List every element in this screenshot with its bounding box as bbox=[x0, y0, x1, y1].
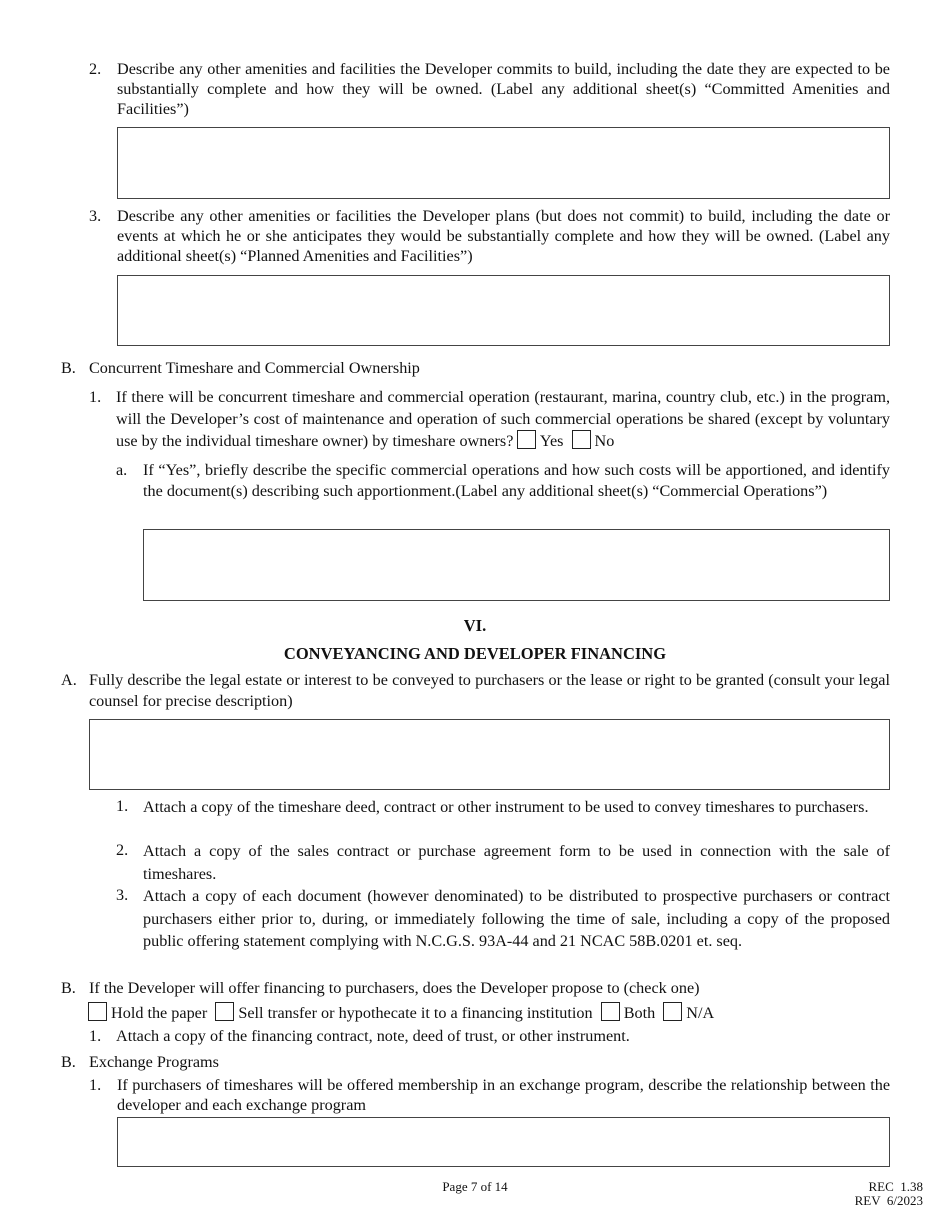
section-vi-numeral: VI. bbox=[463, 616, 487, 635]
legal-estate-field[interactable] bbox=[89, 719, 890, 790]
exchange-item-1-number: 1. bbox=[89, 1076, 102, 1094]
na-label: N/A bbox=[686, 1004, 715, 1022]
section-vi-title: CONVEYANCING AND DEVELOPER FINANCING bbox=[283, 644, 667, 663]
section-a-letter: A. bbox=[61, 671, 77, 689]
concurrent-item-1-question bbox=[116, 387, 890, 453]
attach-item-2-text: Attach a copy of the sales contract or purchase agreement form to be used in connection with the sale of timeshares. bbox=[143, 842, 890, 883]
sell-transfer-label: Sell transfer or hypothecate it to a financing institution bbox=[238, 1004, 593, 1022]
na-checkbox[interactable] bbox=[663, 1002, 682, 1021]
section-b-letter: B. bbox=[61, 359, 76, 377]
attach-item-3-number: 3. bbox=[116, 886, 129, 904]
page-number: Page 7 of 14 bbox=[442, 1179, 508, 1194]
exchange-item-1-text: If purchasers of timeshares will be offered membership in an exchange program, describe the relationship between the developer and each exchange program bbox=[117, 1076, 890, 1114]
no-checkbox[interactable] bbox=[572, 430, 591, 449]
no-label: No bbox=[594, 432, 615, 450]
attach-item-2-number: 2. bbox=[116, 841, 129, 859]
attach-item-1-text: Attach a copy of the timeshare deed, contract or other instrument to be used to convey timeshares to purchasers. bbox=[143, 798, 869, 816]
financing-item-1-text: Attach a copy of the financing contract, note, deed of trust, or other instrument. bbox=[116, 1027, 630, 1045]
section-a-text: Fully describe the legal estate or interest to be conveyed to purchasers or the lease or right to be granted (consult your legal counsel for precise description) bbox=[89, 671, 890, 710]
form-id: REC 1.38 bbox=[868, 1179, 923, 1194]
concurrent-item-1-number: 1. bbox=[89, 388, 102, 406]
sell-transfer-checkbox[interactable] bbox=[215, 1002, 234, 1021]
concurrent-item-1-block bbox=[116, 387, 890, 453]
sub-a-text: If “Yes”, briefly describe the specific commercial operations and how such costs will be apportioned, and identify the document(s) describing such apportionment.(Label any additional sheet(s) “Commercial Operations”) bbox=[143, 461, 890, 500]
financing-letter: B. bbox=[61, 979, 76, 997]
both-checkbox[interactable] bbox=[601, 1002, 620, 1021]
planned-amenities-field[interactable] bbox=[117, 275, 890, 346]
commercial-operations-field[interactable] bbox=[143, 529, 890, 601]
exchange-program-field[interactable] bbox=[117, 1117, 890, 1167]
committed-amenities-field[interactable] bbox=[117, 127, 890, 199]
revision: REV 6/2023 bbox=[854, 1193, 923, 1208]
item-3-number: 3. bbox=[89, 207, 102, 225]
exchange-letter: B. bbox=[61, 1053, 76, 1071]
attach-item-3-text: Attach a copy of each document (however denominated) to be distributed to prospective purchasers or contract purchasers either prior to, during, or immediately following the time of sale, including a copy of the proposed public offering statement complying with N.C.G.S. 93A-44 and 21 NCAC 58B.0201 et. seq. bbox=[143, 887, 890, 950]
financing-options bbox=[88, 1002, 888, 1023]
sub-a-letter: a. bbox=[116, 461, 128, 479]
hold-paper-label: Hold the paper bbox=[111, 1004, 208, 1022]
item-3-text: Describe any other amenities or facilities the Developer plans (but does not commit) to build, including the date or events at which he or she anticipates they would be substantially complete and how they will be owned. (Label any additional sheet(s) “Planned Amenities and Facilities”) bbox=[117, 207, 890, 265]
attach-item-1-number: 1. bbox=[116, 797, 129, 815]
item-2-number: 2. bbox=[89, 60, 102, 78]
financing-text: If the Developer will offer financing to purchasers, does the Developer propose to (check one) bbox=[89, 979, 700, 997]
both-label: Both bbox=[623, 1004, 656, 1022]
item-2-text: Describe any other amenities and facilities the Developer commits to build, including the date they are expected to be substantially complete and how they will be owned. (Label any additional sheet(s) “Committed Amenities and Facilities”) bbox=[117, 60, 890, 118]
yes-label: Yes bbox=[539, 432, 564, 450]
hold-paper-checkbox[interactable] bbox=[88, 1002, 107, 1021]
financing-item-1-number: 1. bbox=[89, 1027, 102, 1045]
exchange-title: Exchange Programs bbox=[89, 1053, 219, 1071]
concurrent-item-1-text: If there will be concurrent timeshare and commercial operation (restaurant, marina, country club, etc.) in the program, will the Developer’s cost of maintenance and operation of such commercial operations be shared (except by voluntary use by the individual timeshare owner) by timeshare owners? bbox=[116, 388, 890, 450]
yes-checkbox[interactable] bbox=[517, 430, 536, 449]
section-b-title: Concurrent Timeshare and Commercial Ownership bbox=[89, 359, 420, 377]
